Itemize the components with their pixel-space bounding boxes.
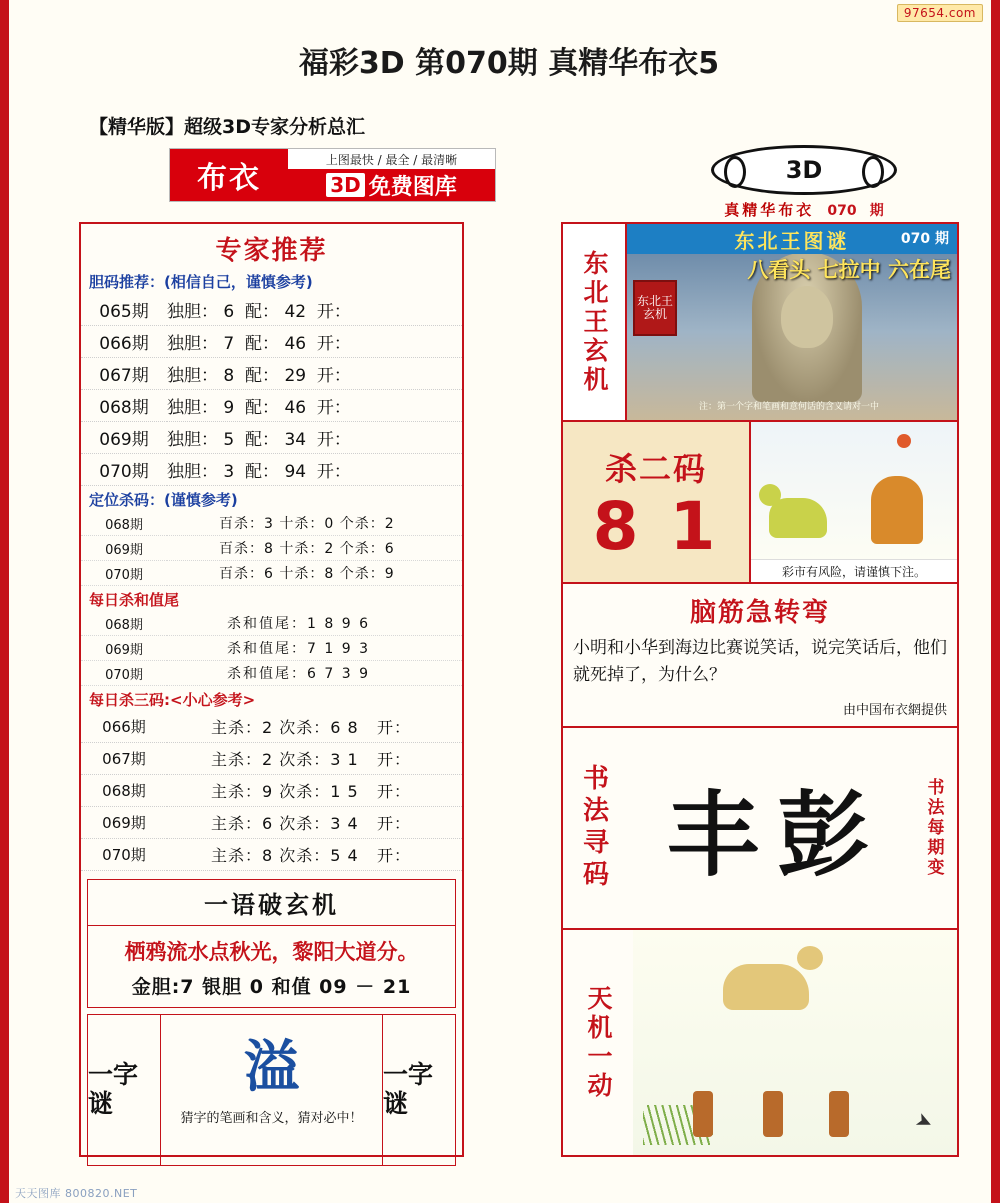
sanma-heading: 每日杀三码:<小心参考> — [89, 691, 256, 709]
sanma-table — [81, 711, 462, 871]
table-row — [81, 711, 462, 743]
buddha-issue: 070 期 — [900, 231, 949, 247]
dingwei-text: 百杀：3 十杀：0 个杀：2 — [167, 511, 462, 536]
watermark-bottom: 天天图库 800820.NET — [15, 1187, 138, 1200]
dan-value: 5 — [223, 430, 235, 450]
yuyu-box — [87, 879, 456, 1008]
kai-label: 开： — [316, 398, 351, 418]
brain-teaser-section — [563, 584, 957, 728]
dan-qi: 066期 — [81, 326, 167, 358]
sanma-text — [167, 743, 462, 775]
bottom-picture — [633, 930, 957, 1155]
dan-body — [167, 390, 462, 422]
dan-qi: 068期 — [81, 390, 167, 422]
dan-value: 3 — [223, 462, 235, 482]
calligraphy-right-label-box — [911, 728, 957, 928]
sanma-main: 主杀：2 次杀：3 1 — [211, 750, 359, 769]
table-row — [81, 775, 462, 807]
right-column — [561, 222, 959, 1157]
dan-qi: 065期 — [81, 294, 167, 326]
banner-tagline: 上图最快 / 最全 / 最清晰 — [288, 149, 495, 169]
dan-label: 独胆： — [167, 398, 218, 418]
dingwei-qi: 070期 — [81, 561, 167, 586]
dan-label: 独胆： — [167, 462, 218, 482]
banner-logo-3d — [649, 145, 959, 220]
pei-value: 42 — [284, 302, 307, 322]
expert-recommendation-panel — [79, 222, 464, 1157]
sanma-kai: 开： — [376, 718, 411, 737]
buddha-section — [563, 224, 957, 422]
buddha-image — [627, 224, 957, 420]
dan-body — [167, 422, 462, 454]
pei-label: 配： — [245, 366, 280, 386]
pei-value: 46 — [284, 334, 307, 354]
risk-note: 彩市有风险，请谨慎下注。 — [751, 559, 957, 582]
calligraphy-right-label: 书法每期变 — [923, 778, 944, 879]
calligraphy-section — [563, 728, 957, 930]
sha-numbers: 8 1 — [592, 488, 720, 565]
sanma-text — [167, 839, 462, 871]
pei-label: 配： — [245, 398, 280, 418]
buddha-words: 八看头 七拉中 六在尾 — [747, 258, 951, 282]
table-row — [81, 294, 462, 326]
kai-label: 开： — [316, 334, 351, 354]
yuyu-line-2: 金胆:7 银胆 0 和值 09 － 21 — [131, 976, 412, 998]
sanma-qi: 066期 — [81, 711, 167, 743]
expert-panel-title: 专家推荐 — [215, 236, 328, 266]
buddha-note: 注：第一个字和笔画和意何话的含义请对一中 — [699, 402, 880, 413]
table-row — [81, 661, 462, 686]
dan-value: 6 — [223, 302, 235, 322]
sanma-kai: 开： — [376, 814, 411, 833]
dan-label: 独胆： — [167, 366, 218, 386]
banner-buyi — [169, 148, 496, 202]
table-row — [81, 611, 462, 636]
dan-qi: 070期 — [81, 454, 167, 486]
watermark-top: 97654.com — [897, 4, 983, 22]
sanma-kai: 开： — [376, 846, 411, 865]
buddha-side-label-box — [563, 224, 627, 420]
dan-label: 独胆： — [167, 302, 218, 322]
sha-title: 杀二码 — [604, 450, 707, 488]
pei-value: 29 — [284, 366, 307, 386]
horse-icon — [769, 498, 827, 538]
yuyu-title: 一语破玄机 — [88, 880, 455, 926]
sanma-qi: 068期 — [81, 775, 167, 807]
riddle-note: 猜字的笔画和含义，猜对必中！ — [180, 1111, 363, 1126]
dan-body — [167, 358, 462, 390]
hezhiwei-qi: 068期 — [81, 611, 167, 636]
calligraphy-glyph-1: 丰 — [666, 781, 759, 890]
pei-label: 配： — [245, 462, 280, 482]
dingwei-table — [81, 511, 462, 586]
dingwei-text: 百杀：6 十杀：8 个杀：9 — [167, 561, 462, 586]
brain-teaser-title: 脑筋急转弯 — [689, 598, 830, 628]
pei-value: 46 — [284, 398, 307, 418]
logo-3d-icon: 3D — [711, 145, 897, 195]
table-row — [81, 358, 462, 390]
dingwei-qi: 068期 — [81, 511, 167, 536]
sanma-text — [167, 775, 462, 807]
sanma-qi: 067期 — [81, 743, 167, 775]
buddha-side-label: 东北王玄机 — [580, 249, 609, 395]
calligraphy-glyphs — [625, 728, 911, 928]
calligraphy-left-label: 书法寻码 — [578, 764, 609, 893]
sanma-main: 主杀：8 次杀：5 4 — [211, 846, 359, 865]
dan-label: 独胆： — [167, 334, 218, 354]
kai-label: 开： — [316, 430, 351, 450]
table-row — [81, 561, 462, 586]
hezhiwei-heading: 每日杀和值尾 — [89, 591, 180, 609]
hezhiwei-qi: 070期 — [81, 661, 167, 686]
dan-value: 7 — [223, 334, 235, 354]
banner-brand: 布衣 — [170, 149, 288, 201]
post-icon — [763, 1091, 783, 1137]
riddle-left-label: 一字谜 — [88, 1060, 139, 1118]
bottom-left-label-box — [563, 930, 633, 1155]
hezhiwei-text: 杀和值尾：7 1 9 3 — [167, 636, 462, 661]
page-subtitle: 【精华版】超级3D专家分析总汇 — [89, 116, 365, 138]
sha-scene — [751, 422, 957, 560]
dan-body — [167, 454, 462, 486]
seal-icon: 东北王玄机 — [633, 280, 677, 336]
dingwei-qi: 069期 — [81, 536, 167, 561]
arrow-icon: ➤ — [911, 1106, 938, 1136]
kai-label: 开： — [316, 302, 351, 322]
buddha-band-title: 东北王图谜 — [627, 224, 957, 254]
dan-label: 独胆： — [167, 430, 218, 450]
dan-body — [167, 294, 462, 326]
riddle-big-char: 溢 — [243, 1034, 300, 1100]
table-row — [81, 326, 462, 358]
banner-right-side — [288, 149, 495, 201]
deer-icon — [723, 964, 809, 1010]
sha-section — [563, 422, 957, 584]
sanma-kai: 开： — [376, 750, 411, 769]
sha-picture — [751, 422, 957, 582]
table-row — [81, 390, 462, 422]
table-row — [81, 839, 462, 871]
calligraphy-left-label-box — [563, 728, 625, 928]
table-row — [81, 422, 462, 454]
sanma-main: 主杀：9 次杀：1 5 — [211, 782, 359, 801]
pei-label: 配： — [245, 302, 280, 322]
table-row — [81, 454, 462, 486]
dan-heading: 胆码推荐：(相信自己，谨慎参考) — [89, 273, 313, 291]
kai-label: 开： — [316, 462, 351, 482]
dan-body — [167, 326, 462, 358]
dan-table — [81, 294, 462, 486]
sanma-main: 主杀：2 次杀：6 8 — [211, 718, 359, 737]
table-row — [81, 807, 462, 839]
buddha-head — [781, 286, 833, 348]
dan-value: 9 — [223, 398, 235, 418]
pei-label: 配： — [245, 334, 280, 354]
sha-box — [563, 422, 751, 582]
brain-teaser-source: 由中国布衣網提供 — [842, 703, 947, 719]
hezhiwei-text: 杀和值尾：1 8 9 6 — [167, 611, 462, 636]
table-row — [81, 636, 462, 661]
riddle-right-label: 一字谜 — [383, 1060, 434, 1118]
banner-3d-badge: 3D — [326, 173, 365, 197]
bottom-left-label: 天机一动 — [584, 984, 613, 1101]
table-row — [81, 511, 462, 536]
sanma-text — [167, 807, 462, 839]
hezhiwei-text: 杀和值尾：6 7 3 9 — [167, 661, 462, 686]
hezhiwei-table — [81, 611, 462, 686]
dan-qi: 067期 — [81, 358, 167, 390]
sanma-qi: 069期 — [81, 807, 167, 839]
sun-icon — [897, 434, 911, 448]
page-title: 福彩3D 第070期 真精华布衣5 — [298, 46, 720, 81]
riddle-center — [160, 1015, 383, 1165]
character-riddle-box — [87, 1014, 456, 1166]
table-row — [81, 743, 462, 775]
sanma-main: 主杀：6 次杀：3 4 — [211, 814, 359, 833]
pei-value: 94 — [284, 462, 307, 482]
calligraphy-glyph-2: 彭 — [777, 781, 870, 890]
sanma-text — [167, 711, 462, 743]
brain-teaser-text: 小明和小华到海边比赛说笑话，说完笑话后，他们就死掉了，为什么？ — [573, 638, 947, 686]
dingwei-heading: 定位杀码：(谨慎参考) — [89, 491, 238, 509]
hezhiwei-qi: 069期 — [81, 636, 167, 661]
banner-logo-issue-suffix: 期 — [869, 203, 884, 219]
pei-label: 配： — [245, 430, 280, 450]
sanma-kai: 开： — [376, 782, 411, 801]
pei-value: 34 — [284, 430, 307, 450]
sanma-qi: 070期 — [81, 839, 167, 871]
banner-gallery-label: 免费图库 — [368, 174, 457, 200]
banner-free-gallery — [288, 169, 495, 201]
tree-icon — [871, 476, 923, 544]
yuyu-line-1: 栖鸦流水点秋光，黎阳大道分。 — [124, 940, 419, 964]
dingwei-text: 百杀：8 十杀：2 个杀：6 — [167, 536, 462, 561]
post-icon — [829, 1091, 849, 1137]
bottom-picture-section — [563, 930, 957, 1155]
kai-label: 开： — [316, 366, 351, 386]
dan-value: 8 — [223, 366, 235, 386]
banner-logo-issue: 070 — [827, 203, 857, 219]
post-icon — [693, 1091, 713, 1137]
banner-logo-sub: 真精华布衣 — [724, 201, 815, 219]
dan-qi: 069期 — [81, 422, 167, 454]
table-row — [81, 536, 462, 561]
